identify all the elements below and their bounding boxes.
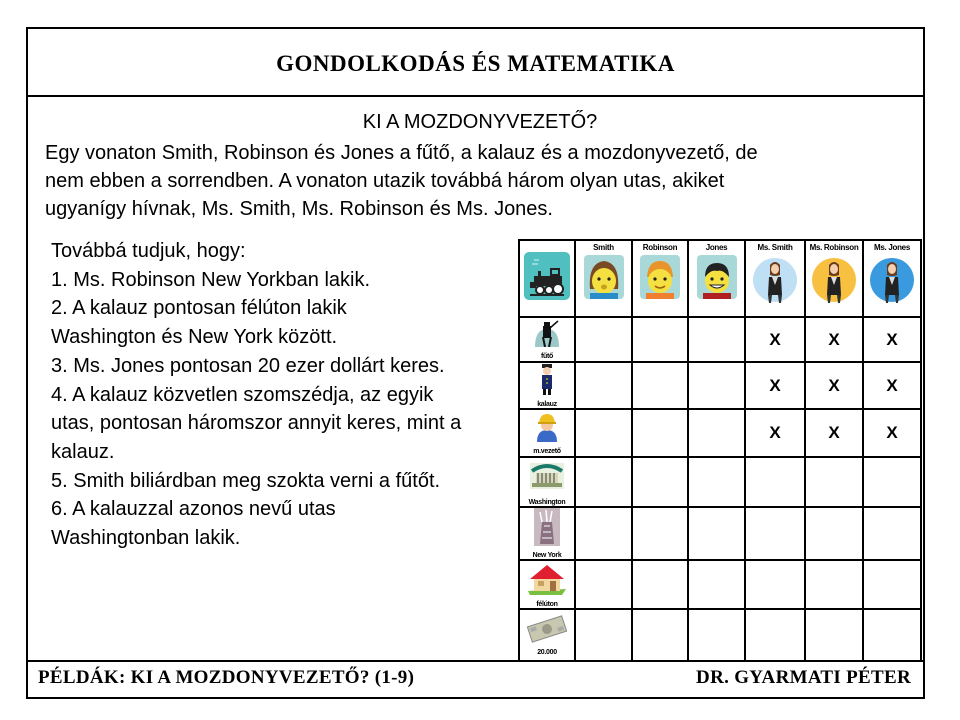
grid-cell[interactable] — [575, 507, 632, 560]
slide-title: GONDOLKODÁS ÉS MATEMATIKA — [276, 51, 675, 76]
grid-cell[interactable] — [805, 507, 863, 560]
grid-cell[interactable] — [688, 457, 745, 507]
row-label: 20.000 — [537, 648, 557, 656]
slide-footer — [28, 660, 923, 697]
grid-cell[interactable] — [688, 317, 745, 362]
intro-line: ugyanígy hívnak, Ms. Smith, Ms. Robinson és Ms. Jones. — [45, 198, 553, 220]
grid-cell[interactable] — [863, 409, 921, 457]
grid-row — [519, 362, 921, 409]
cell-mark: X — [769, 375, 781, 395]
house-icon — [526, 561, 568, 595]
clue-list — [51, 237, 481, 553]
footer-caption: PÉLDÁK: KI A MOZDONYVEZETŐ? (1-9) — [38, 667, 415, 688]
grid-cell[interactable] — [575, 609, 632, 661]
intro-line: Egy vonaton Smith, Robinson és Jones a fűtő, a kalauz és a mozdonyvezető, de — [45, 142, 758, 164]
businesswoman-icon — [752, 255, 798, 305]
cell-mark: X — [769, 423, 781, 442]
row-label: félúton — [536, 601, 558, 608]
grid-cell[interactable] — [863, 609, 921, 661]
column-label: Ms. Robinson — [809, 243, 859, 252]
clue-item: 3. Ms. Jones pontosan 20 ezer dollárt keres. — [51, 354, 445, 377]
slide-header — [28, 29, 923, 97]
grid-column-header — [863, 240, 921, 317]
footer-author: DR. GYARMATI PÉTER — [696, 667, 911, 688]
businesswoman-icon — [869, 255, 915, 305]
grid-row-header — [519, 560, 575, 609]
grid-cell[interactable] — [863, 457, 921, 507]
clue-item: 2. A kalauz pontosan félúton lakik Washington és New York között. — [51, 297, 347, 349]
boy-avatar-icon — [640, 255, 680, 299]
column-label: Smith — [593, 243, 614, 252]
grid-row-header — [519, 609, 575, 661]
column-label: Ms. Jones — [874, 243, 910, 252]
grid-row-header — [519, 507, 575, 560]
grid-column-header — [632, 240, 688, 317]
conductor-icon — [536, 363, 558, 395]
grid-cell[interactable] — [863, 560, 921, 609]
statue-of-liberty-icon — [532, 508, 562, 546]
clue-item: 1. Ms. Robinson New Yorkban lakik. — [51, 268, 371, 291]
puzzle-title: KI A MOZDONYVEZETŐ? — [362, 111, 598, 133]
grid-row — [519, 560, 921, 609]
grid-cell[interactable] — [688, 560, 745, 609]
grid-cell[interactable] — [745, 362, 805, 409]
businesswoman-icon — [811, 255, 857, 305]
grid-cell[interactable] — [688, 609, 745, 661]
grid-cell[interactable] — [745, 409, 805, 457]
cell-mark: X — [828, 423, 840, 442]
puzzle-intro — [45, 139, 925, 223]
grid-row-header — [519, 362, 575, 409]
row-label: fűtő — [540, 353, 553, 360]
grid-cell[interactable] — [805, 409, 863, 457]
cell-mark: X — [828, 329, 840, 349]
train-icon — [524, 252, 570, 300]
grid-cell[interactable] — [575, 560, 632, 609]
grid-header-row — [519, 240, 921, 317]
capitol-icon — [528, 459, 566, 493]
row-label: New York — [532, 552, 562, 559]
clues-intro: Továbbá tudjuk, hogy: — [51, 240, 246, 262]
grid-cell[interactable] — [632, 560, 688, 609]
grid-row — [519, 457, 921, 507]
grid-cell[interactable] — [805, 362, 863, 409]
grid-column-header — [745, 240, 805, 317]
grid-cell[interactable] — [863, 362, 921, 409]
grid-row-header — [519, 457, 575, 507]
clue-item: 6. A kalauzzal azonos nevű utas Washingtonban lakik. — [51, 498, 336, 550]
stoker-icon — [532, 319, 562, 347]
column-label: Jones — [705, 243, 728, 252]
grid-cell[interactable] — [632, 362, 688, 409]
grid-cell[interactable] — [632, 317, 688, 362]
grid-cell[interactable] — [863, 507, 921, 560]
grid-row-header — [519, 317, 575, 362]
column-label: Robinson — [642, 243, 678, 252]
row-label: m.vezető — [533, 447, 561, 455]
row-label: kalauz — [537, 401, 557, 408]
row-label: Washington — [528, 498, 566, 506]
clue-item: 5. Smith biliárdban meg szokta verni a fűtőt. — [51, 469, 441, 492]
smiling-boy-avatar-icon — [697, 255, 737, 299]
grid-cell[interactable] — [745, 317, 805, 362]
grid-cell[interactable] — [575, 362, 632, 409]
grid-cell[interactable] — [745, 457, 805, 507]
grid-cell[interactable] — [688, 362, 745, 409]
cell-mark: X — [886, 375, 898, 395]
grid-cell[interactable] — [805, 457, 863, 507]
girl-avatar-icon — [584, 255, 624, 299]
engineer-icon — [532, 412, 562, 442]
grid-row — [519, 609, 921, 661]
clue-item: 4. A kalauz közvetlen szomszédja, az egyik utas, pontosan háromszor annyit keres, mint a kalauz. — [51, 383, 462, 463]
grid-cell[interactable] — [805, 560, 863, 609]
grid-cell[interactable] — [632, 507, 688, 560]
grid-column-header — [688, 240, 745, 317]
grid-cell[interactable] — [688, 507, 745, 560]
grid-row — [519, 317, 921, 362]
grid-cell[interactable] — [745, 609, 805, 661]
grid-cell[interactable] — [688, 409, 745, 457]
cell-mark: X — [769, 329, 781, 349]
column-label: Ms. Smith — [757, 243, 793, 252]
grid-column-header — [805, 240, 863, 317]
cell-mark: X — [828, 375, 840, 395]
grid-cell[interactable] — [745, 560, 805, 609]
cell-mark: X — [886, 423, 898, 442]
cell-mark: X — [886, 329, 898, 349]
grid-corner-cell — [519, 240, 575, 317]
grid-row — [519, 409, 921, 457]
grid-cell[interactable] — [632, 409, 688, 457]
intro-line: nem ebben a sorrendben. A vonaton utazik továbbá három olyan utas, akiket — [45, 170, 725, 192]
grid-cell[interactable] — [805, 609, 863, 661]
grid-cell[interactable] — [745, 507, 805, 560]
grid-cell[interactable] — [632, 457, 688, 507]
grid-row — [519, 507, 921, 560]
grid-cell[interactable] — [863, 317, 921, 362]
dollar-bill-icon — [527, 615, 567, 643]
grid-column-header — [575, 240, 632, 317]
grid-cell[interactable] — [805, 317, 863, 362]
grid-cell[interactable] — [575, 457, 632, 507]
grid-cell[interactable] — [575, 409, 632, 457]
grid-row-header — [519, 409, 575, 457]
grid-cell[interactable] — [575, 317, 632, 362]
logic-grid — [518, 239, 922, 662]
grid-cell[interactable] — [632, 609, 688, 661]
